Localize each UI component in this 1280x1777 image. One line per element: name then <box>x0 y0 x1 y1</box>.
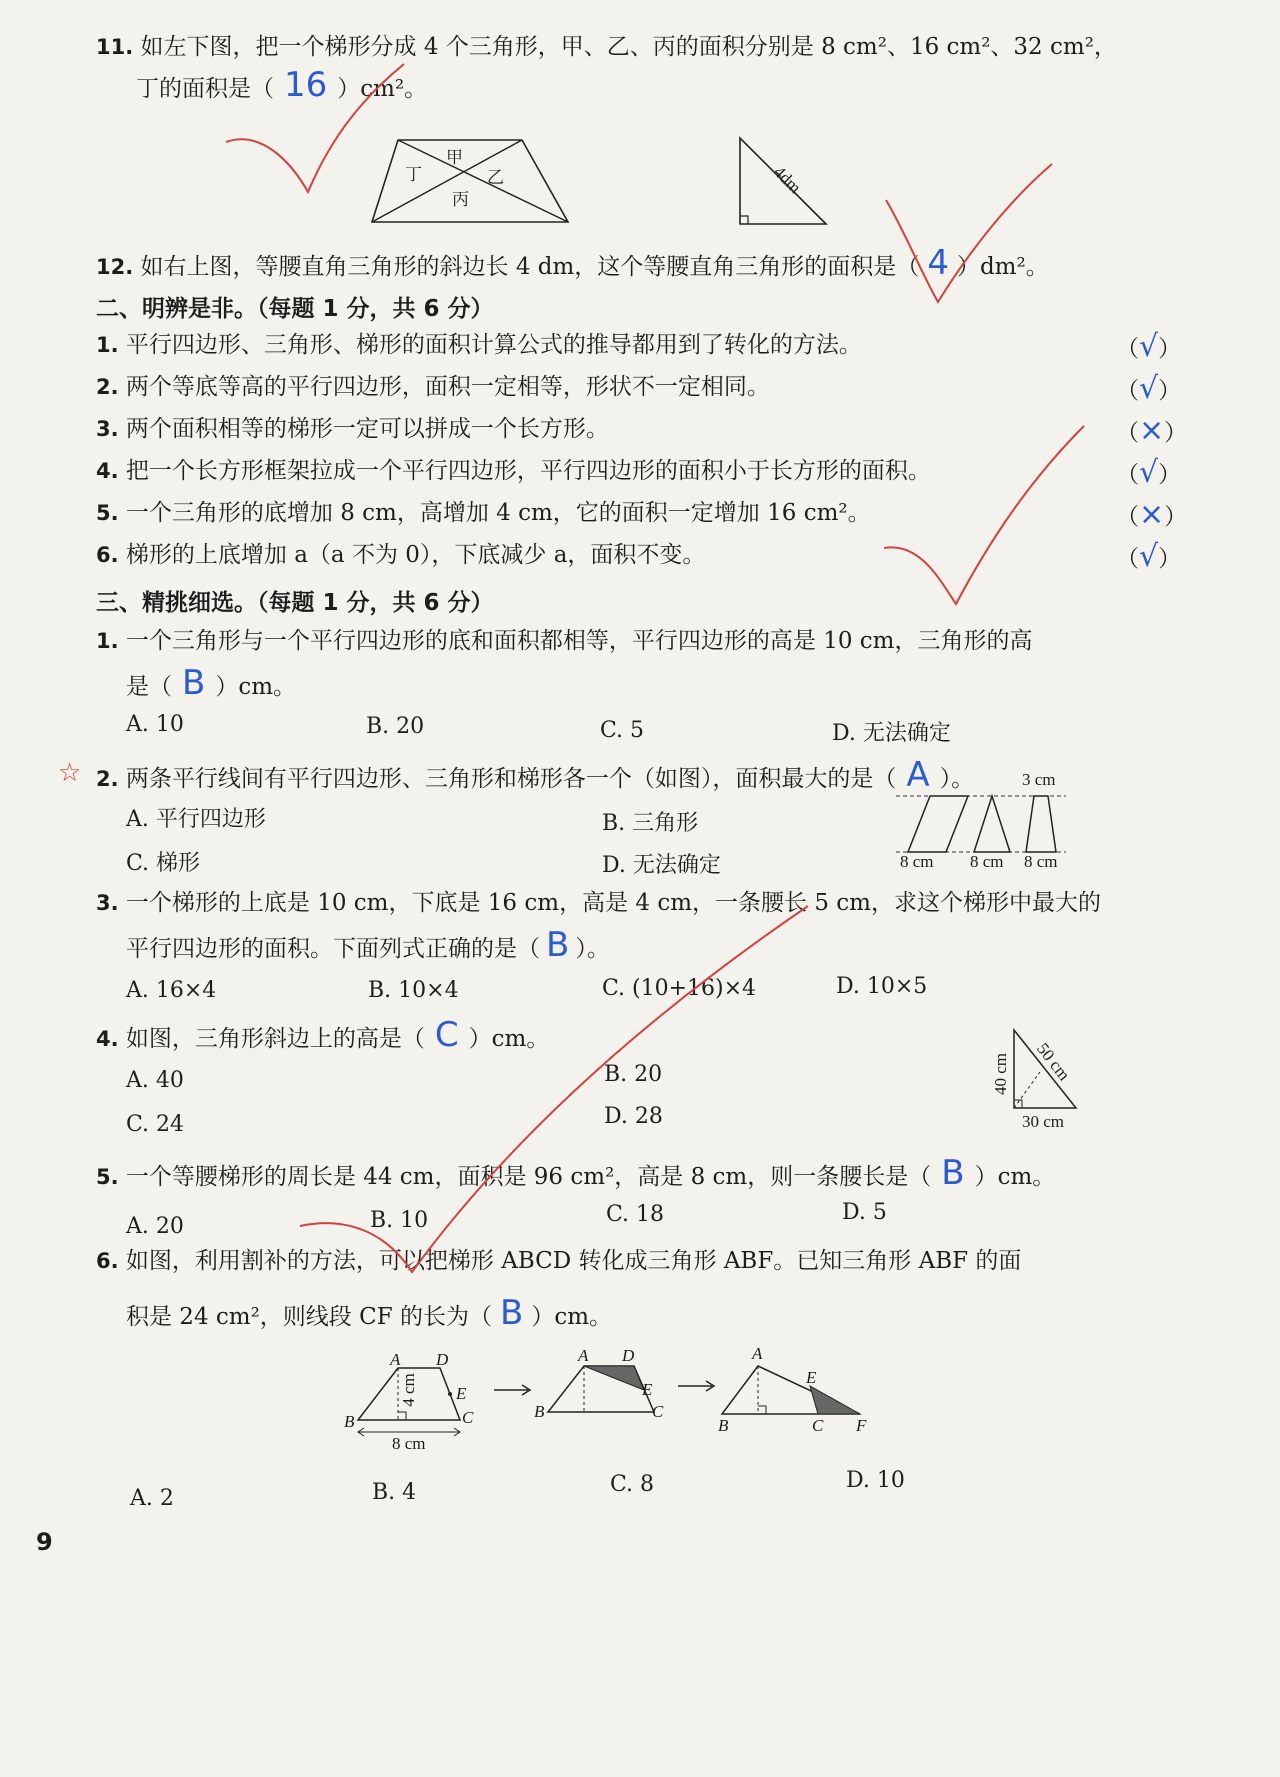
s3-q1-text1: 一个三角形与一个平行四边形的底和面积都相等，平行四边形的高是 10 cm，三角形的高 <box>125 628 1033 654</box>
s3-q3-text2a: 平行四边形的面积。下面列式正确的是（ <box>126 936 540 962</box>
q11-number: 11. <box>96 35 134 59</box>
s3-q3-answer: B <box>546 925 570 965</box>
q11-text-line1: 如左下图，把一个梯形分成 4 个三角形，甲、乙、丙的面积分别是 8 cm²、16 cm²、32 cm²， <box>140 34 1117 60</box>
s3-q2-base-label-2: 8 cm <box>970 852 1004 871</box>
s3-q6-fig1-base-label: 8 cm <box>392 1434 426 1453</box>
s3-q2-text-a: 两条平行线间有平行四边形、三角形和梯形各一个（如图），面积最大的是（ <box>125 766 897 792</box>
s2-item-2-num: 2. <box>96 375 119 399</box>
s3-q4-hyp-label: 50 cm <box>1032 1039 1074 1085</box>
s3-q6-fig1-label-c: C <box>462 1408 474 1427</box>
s3-q6-fig2-label-d: D <box>622 1346 635 1365</box>
s2-bracket-6: （√） <box>1116 539 1182 574</box>
s2-bracket-5: （×） <box>1116 497 1188 532</box>
s3-q1-option-d: D. 无法确定 <box>832 721 951 746</box>
s3-q4-text-b: ）cm。 <box>468 1026 550 1052</box>
s3-q1-option-b: B. 20 <box>366 714 425 739</box>
q11-line1 <box>96 32 1117 62</box>
s2-item-3-text: 两个面积相等的梯形一定可以拼成一个长方形。 <box>125 416 609 442</box>
s2-item-2 <box>96 372 770 402</box>
s2-item-2-text: 两个等底等高的平行四边形，面积一定相等，形状不一定相同。 <box>125 374 770 400</box>
s3-q4-option-c: C. 24 <box>126 1112 185 1137</box>
s2-item-4-num: 4. <box>96 459 119 483</box>
section3-title: 三、精挑细选。（每题 1 分，共 6 分） <box>96 590 494 616</box>
s3-q3-option-b: B. 10×4 <box>368 978 459 1003</box>
q12-answer: 4 <box>927 243 949 283</box>
s3-q4-bottom-label: 30 cm <box>1022 1112 1065 1131</box>
s3-q5-option-a: A. 20 <box>126 1214 184 1239</box>
s3-q6-fig2-label-c: C <box>652 1402 664 1421</box>
s3-q5-option-b: B. 10 <box>370 1208 429 1233</box>
s2-item-5-text: 一个三角形的底增加 8 cm，高增加 4 cm，它的面积一定增加 16 cm²。 <box>125 500 871 526</box>
s3-q4-number: 4. <box>96 1027 119 1051</box>
s3-q4-option-d: D. 28 <box>604 1104 663 1129</box>
s3-q2-option-a: A. 平行四边形 <box>126 807 266 832</box>
s2-item-6 <box>96 540 705 570</box>
s3-q1-option-c: C. 5 <box>600 718 645 743</box>
s3-q2-option-b: B. 三角形 <box>602 811 699 836</box>
s3-q6-fig2-label-e: E <box>642 1380 653 1399</box>
s2-item-1-num: 1. <box>96 333 119 357</box>
s3-q5-number: 5. <box>96 1165 119 1189</box>
s3-q6-fig1-height-label: 4 cm <box>398 1373 418 1407</box>
s2-bracket-4: （√） <box>1116 455 1182 490</box>
s3-q6-fig3-label-e: E <box>806 1368 817 1387</box>
s3-q6-fig1-label-e: E <box>456 1384 467 1403</box>
s3-q2-number: 2. <box>96 767 119 791</box>
q11-text-a: 丁的面积是（ <box>136 76 274 102</box>
s3-q5-text-b: ）cm。 <box>974 1164 1056 1190</box>
q11-label-bing: 丙 <box>452 190 469 209</box>
s3-q3-option-d: D. 10×5 <box>836 974 928 999</box>
s3-q6-fig2-label-a: A <box>578 1346 589 1365</box>
q12-hypotenuse-label: 4dm <box>770 162 805 198</box>
grading-check-icon <box>880 420 1090 610</box>
s3-q6-fig3-label-a: A <box>752 1344 763 1363</box>
s3-q4-left-label: 40 cm <box>991 1052 1011 1096</box>
s3-q1-line2 <box>126 663 297 703</box>
page-number: 9 <box>36 1528 53 1556</box>
s2-mark-4: √ <box>1139 455 1159 490</box>
q12-number: 12. <box>96 255 134 279</box>
s2-item-3 <box>96 414 609 444</box>
s3-q6-answer: B <box>499 1293 524 1333</box>
s2-item-1 <box>96 330 862 360</box>
s3-q3-option-c: C. (10+16)×4 <box>602 976 757 1001</box>
s3-q1-answer: B <box>182 663 206 703</box>
s3-q6-text2b: ）cm。 <box>531 1304 613 1330</box>
s2-item-5-num: 5. <box>96 501 119 525</box>
s3-q6-option-a: A. 2 <box>130 1486 174 1511</box>
s3-q6-fig1-label-b: B <box>344 1412 355 1431</box>
s3-q2-base-label-3: 8 cm <box>1024 852 1058 871</box>
s3-q3-number: 3. <box>96 891 119 915</box>
s2-item-6-text: 梯形的上底增加 a（a 不为 0），下底减少 a，面积不变。 <box>125 542 706 568</box>
s3-q2-star-mark: ☆ <box>58 758 82 788</box>
s2-mark-5: × <box>1139 497 1165 532</box>
section2-title: 二、明辨是非。（每题 1 分，共 6 分） <box>96 296 494 322</box>
grading-check-icon <box>296 900 816 1280</box>
q11-label-ding: 丁 <box>405 165 422 184</box>
s2-mark-1: √ <box>1139 329 1159 364</box>
s2-item-4 <box>96 456 931 486</box>
s3-q6-fig3-label-f: F <box>856 1416 867 1435</box>
s3-q2-option-d: D. 无法确定 <box>602 853 721 878</box>
s2-mark-2: √ <box>1139 371 1159 406</box>
s3-q6-option-d: D. 10 <box>846 1468 905 1493</box>
s3-q6-text1: 如图，利用割补的方法，可以把梯形 ABCD 转化成三角形 ABF。已知三角形 ABF 的面 <box>125 1248 1022 1274</box>
q11-label-yi: 乙 <box>487 168 504 187</box>
s3-q4-option-a: A. 40 <box>126 1068 184 1093</box>
s3-q1-text2b: ）cm。 <box>215 674 297 700</box>
s3-q3-option-a: A. 16×4 <box>126 978 217 1003</box>
s3-q2-text-b: ）。 <box>939 766 975 792</box>
s3-q3-text1: 一个梯形的上底是 10 cm，下底是 16 cm，高是 4 cm，一条腰长 5 cm，求这个梯形中最大的 <box>125 890 1101 916</box>
s2-bracket-2: （√） <box>1116 371 1182 406</box>
s3-q2-line <box>96 755 975 795</box>
s3-q6-option-c: C. 8 <box>610 1472 655 1497</box>
s3-q6-fig3-label-b: B <box>718 1416 729 1435</box>
s3-q2-answer: A <box>906 755 930 795</box>
s3-q4-option-b: B. 20 <box>604 1062 663 1087</box>
s3-q2-top-label: 3 cm <box>1022 770 1056 789</box>
s2-bracket-1: （√） <box>1116 329 1182 364</box>
s2-bracket-3: （×） <box>1116 413 1188 448</box>
arrow-right-icon <box>678 1380 718 1392</box>
s2-item-5 <box>96 498 871 528</box>
s3-q2-base-label-1: 8 cm <box>900 852 934 871</box>
s2-mark-3: × <box>1139 413 1165 448</box>
arrow-right-icon <box>494 1384 534 1396</box>
s3-q1-option-a: A. 10 <box>126 712 184 737</box>
grading-check-icon <box>220 60 410 200</box>
s3-q1-number: 1. <box>96 629 119 653</box>
s3-q6-figure-triangle <box>718 1364 868 1424</box>
s3-q5-text-a: 一个等腰梯形的周长是 44 cm，面积是 96 cm²，高是 8 cm，则一条腰长是（ <box>125 1164 932 1190</box>
s3-q1-text2a: 是（ <box>126 674 172 700</box>
s3-q6-number: 6. <box>96 1249 119 1273</box>
s3-q3-text2b: ）。 <box>575 936 610 962</box>
s3-q6-line2 <box>126 1293 613 1333</box>
s3-q4-answer: C <box>434 1015 459 1055</box>
s2-item-4-text: 把一个长方形框架拉成一个平行四边形，平行四边形的面积小于长方形的面积。 <box>125 458 931 484</box>
s3-q6-fig2-label-b: B <box>534 1402 545 1421</box>
s3-q4-text-a: 如图，三角形斜边上的高是（ <box>125 1026 425 1052</box>
s3-q6-fig1-label-a: A <box>390 1350 401 1369</box>
s3-q6-fig3-label-c: C <box>812 1416 824 1435</box>
q11-text-b: ）cm²。 <box>337 76 428 102</box>
s3-q6-text2a: 积是 24 cm²，则线段 CF 的长为（ <box>126 1304 492 1330</box>
q12-text-a: 如右上图，等腰直角三角形的斜边长 4 dm，这个等腰直角三角形的面积是（ <box>140 254 920 280</box>
q11-answer: 16 <box>284 65 328 105</box>
s3-q1-line1 <box>96 626 1033 656</box>
s3-q5-option-d: D. 5 <box>842 1200 887 1225</box>
s2-item-1-text: 平行四边形、三角形、梯形的面积计算公式的推导都用到了转化的方法。 <box>125 332 862 358</box>
s3-q5-answer: B <box>941 1153 965 1193</box>
grading-check-icon <box>880 160 1060 310</box>
s2-item-6-num: 6. <box>96 543 119 567</box>
s2-item-3-num: 3. <box>96 417 119 441</box>
q11-label-jia: 甲 <box>446 148 463 167</box>
s3-q2-option-c: C. 梯形 <box>126 851 201 876</box>
s3-q5-option-c: C. 18 <box>606 1202 665 1227</box>
q12-text-b: ）dm²。 <box>956 254 1049 280</box>
s2-mark-6: √ <box>1139 539 1159 574</box>
s3-q6-fig1-label-d: D <box>436 1350 449 1369</box>
s3-q6-option-b: B. 4 <box>372 1480 417 1505</box>
